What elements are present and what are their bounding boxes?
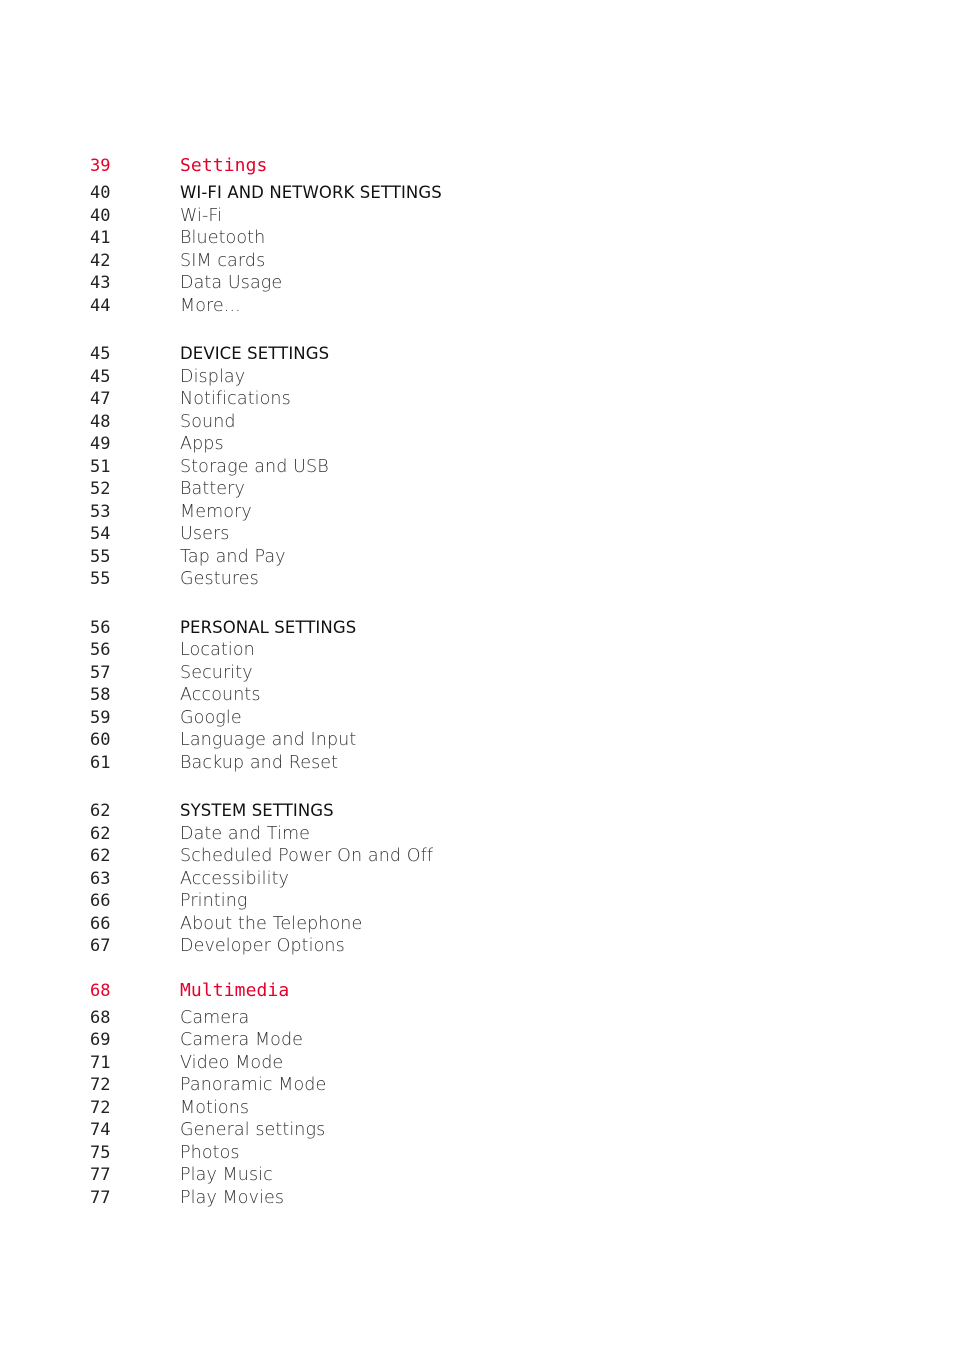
page-number: 62 bbox=[90, 801, 111, 821]
table-of-contents bbox=[90, 155, 890, 1209]
entry-title: Users bbox=[180, 524, 230, 544]
toc-entry-row[interactable] bbox=[90, 1187, 890, 1210]
entry-title: Camera Mode bbox=[180, 1030, 304, 1050]
entry-title: Video Mode bbox=[180, 1052, 284, 1073]
page-number: 45 bbox=[90, 366, 111, 387]
page-number: 68 bbox=[90, 1007, 111, 1028]
entry-title: SIM cards bbox=[180, 250, 266, 271]
page-number: 49 bbox=[90, 434, 111, 454]
toc-entry-row[interactable] bbox=[90, 1119, 890, 1142]
page-number: 51 bbox=[90, 456, 111, 477]
toc-section bbox=[90, 980, 890, 1210]
toc-entry-row[interactable] bbox=[90, 1142, 890, 1165]
toc-entry-row[interactable] bbox=[90, 1074, 890, 1097]
entry-title: Photos bbox=[180, 1142, 240, 1163]
toc-chapter-row[interactable] bbox=[90, 155, 890, 182]
page-number: 55 bbox=[90, 569, 111, 589]
entry-title: Location bbox=[180, 640, 255, 660]
page-number: 41 bbox=[90, 228, 111, 248]
toc-section bbox=[90, 617, 890, 775]
page-number: 67 bbox=[90, 936, 111, 956]
entry-title: Wi-Fi bbox=[180, 205, 223, 226]
page-number: 66 bbox=[90, 891, 111, 911]
entry-title: Printing bbox=[180, 891, 248, 911]
toc-heading-row[interactable] bbox=[90, 182, 890, 205]
toc-entry-row[interactable] bbox=[90, 1007, 890, 1030]
toc-entry-row[interactable] bbox=[90, 729, 890, 752]
entry-title: Camera bbox=[180, 1007, 250, 1028]
entry-title: Language and Input bbox=[180, 730, 357, 750]
page-number: 74 bbox=[90, 1120, 111, 1140]
entry-title: Scheduled Power On and Off bbox=[180, 846, 434, 866]
page-number: 62 bbox=[90, 823, 111, 844]
page-number: 57 bbox=[90, 662, 111, 683]
toc-entry-row[interactable] bbox=[90, 890, 890, 913]
page-number: 43 bbox=[90, 273, 111, 293]
page-number: 52 bbox=[90, 479, 111, 499]
page-number: 75 bbox=[90, 1142, 111, 1163]
page-number: 60 bbox=[90, 730, 111, 750]
page-number: 45 bbox=[90, 344, 111, 364]
page-number: 58 bbox=[90, 685, 111, 705]
toc-entry-row[interactable] bbox=[90, 1052, 890, 1075]
toc-entry-row[interactable] bbox=[90, 845, 890, 868]
entry-title: Tap and Pay bbox=[180, 546, 286, 567]
toc-entry-row[interactable] bbox=[90, 823, 890, 846]
page-number: 63 bbox=[90, 868, 111, 889]
page-number: 69 bbox=[90, 1030, 111, 1050]
section-heading: WI-FI AND NETWORK SETTINGS bbox=[180, 183, 442, 202]
toc-entry-row[interactable] bbox=[90, 272, 890, 295]
page-number: 61 bbox=[90, 752, 111, 773]
page-number: 56 bbox=[90, 640, 111, 660]
section-heading: SYSTEM SETTINGS bbox=[180, 801, 334, 820]
toc-entry-row[interactable] bbox=[90, 205, 890, 228]
page-number: 68 bbox=[90, 980, 111, 1001]
entry-title: Notifications bbox=[180, 389, 291, 409]
entry-title: Data Usage bbox=[180, 273, 283, 293]
entry-title: Google bbox=[180, 707, 242, 728]
toc-entry-row[interactable] bbox=[90, 868, 890, 891]
entry-title: Display bbox=[180, 366, 246, 387]
entry-title: Sound bbox=[180, 411, 236, 432]
toc-entry-row[interactable] bbox=[90, 250, 890, 273]
toc-entry-row[interactable] bbox=[90, 1097, 890, 1120]
toc-entry-row[interactable] bbox=[90, 411, 890, 434]
toc-entry-row[interactable] bbox=[90, 568, 890, 591]
toc-entry-row[interactable] bbox=[90, 295, 890, 318]
page-number: 47 bbox=[90, 389, 111, 409]
page-number: 44 bbox=[90, 295, 111, 316]
page-number: 56 bbox=[90, 617, 111, 638]
page-number: 48 bbox=[90, 411, 111, 432]
section-heading: DEVICE SETTINGS bbox=[180, 344, 330, 363]
page-number: 42 bbox=[90, 250, 111, 271]
toc-section bbox=[90, 155, 890, 317]
entry-title: Security bbox=[180, 662, 253, 683]
page-number: 72 bbox=[90, 1075, 111, 1095]
toc-section bbox=[90, 343, 890, 591]
toc-entry-row[interactable] bbox=[90, 684, 890, 707]
toc-entry-row[interactable] bbox=[90, 639, 890, 662]
toc-entry-row[interactable] bbox=[90, 388, 890, 411]
entry-title: Backup and Reset bbox=[180, 752, 339, 773]
toc-entry-row[interactable] bbox=[90, 433, 890, 456]
toc-entry-row[interactable] bbox=[90, 662, 890, 685]
chapter-title: Settings bbox=[180, 155, 268, 176]
chapter-title: Multimedia bbox=[180, 979, 290, 1001]
entry-title: Motions bbox=[180, 1097, 250, 1118]
entry-title: Accounts bbox=[180, 685, 261, 705]
entry-title: About the Telephone bbox=[180, 913, 363, 934]
toc-entry-row[interactable] bbox=[90, 707, 890, 730]
page-number: 66 bbox=[90, 913, 111, 934]
page-number: 55 bbox=[90, 546, 111, 567]
page-number: 71 bbox=[90, 1052, 111, 1073]
entry-title: Accessibility bbox=[180, 868, 289, 889]
page-number: 59 bbox=[90, 707, 111, 728]
toc-chapter-row[interactable] bbox=[90, 980, 890, 1007]
toc-entry-row[interactable] bbox=[90, 546, 890, 569]
entry-title: Play Movies bbox=[180, 1187, 285, 1208]
page-number: 77 bbox=[90, 1187, 111, 1208]
entry-title: Apps bbox=[180, 434, 224, 454]
toc-entry-row[interactable] bbox=[90, 1029, 890, 1052]
entry-title: Date and Time bbox=[180, 823, 311, 844]
toc-entry-row[interactable] bbox=[90, 227, 890, 250]
toc-entry-row[interactable] bbox=[90, 501, 890, 524]
page-number: 77 bbox=[90, 1165, 111, 1185]
toc-entry-row[interactable] bbox=[90, 1164, 890, 1187]
entry-title: Developer Options bbox=[180, 936, 345, 956]
entry-title: Storage and USB bbox=[180, 456, 329, 477]
toc-entry-row[interactable] bbox=[90, 456, 890, 479]
toc-entry-row[interactable] bbox=[90, 913, 890, 936]
entry-title: Bluetooth bbox=[180, 228, 266, 248]
page-number: 62 bbox=[90, 846, 111, 866]
entry-title: General settings bbox=[180, 1120, 326, 1140]
toc-heading-row[interactable] bbox=[90, 343, 890, 366]
page-number: 53 bbox=[90, 501, 111, 522]
toc-entry-row[interactable] bbox=[90, 478, 890, 501]
section-heading: PERSONAL SETTINGS bbox=[180, 617, 357, 637]
toc-section bbox=[90, 800, 890, 958]
page-number: 54 bbox=[90, 524, 111, 544]
entry-title: Memory bbox=[180, 501, 252, 522]
entry-title: Panoramic Mode bbox=[180, 1075, 327, 1095]
entry-title: Gestures bbox=[180, 569, 259, 589]
page-number: 39 bbox=[90, 156, 111, 176]
toc-entry-row[interactable] bbox=[90, 366, 890, 389]
page-number: 40 bbox=[90, 205, 111, 226]
page-number: 72 bbox=[90, 1097, 111, 1118]
toc-heading-row[interactable] bbox=[90, 800, 890, 823]
entry-title: Play Music bbox=[180, 1165, 273, 1185]
page-number: 40 bbox=[90, 183, 111, 203]
toc-entry-row[interactable] bbox=[90, 935, 890, 958]
entry-title: More... bbox=[180, 295, 241, 316]
entry-title: Battery bbox=[180, 479, 245, 499]
toc-entry-row[interactable] bbox=[90, 752, 890, 775]
toc-entry-row[interactable] bbox=[90, 523, 890, 546]
toc-heading-row[interactable] bbox=[90, 617, 890, 640]
